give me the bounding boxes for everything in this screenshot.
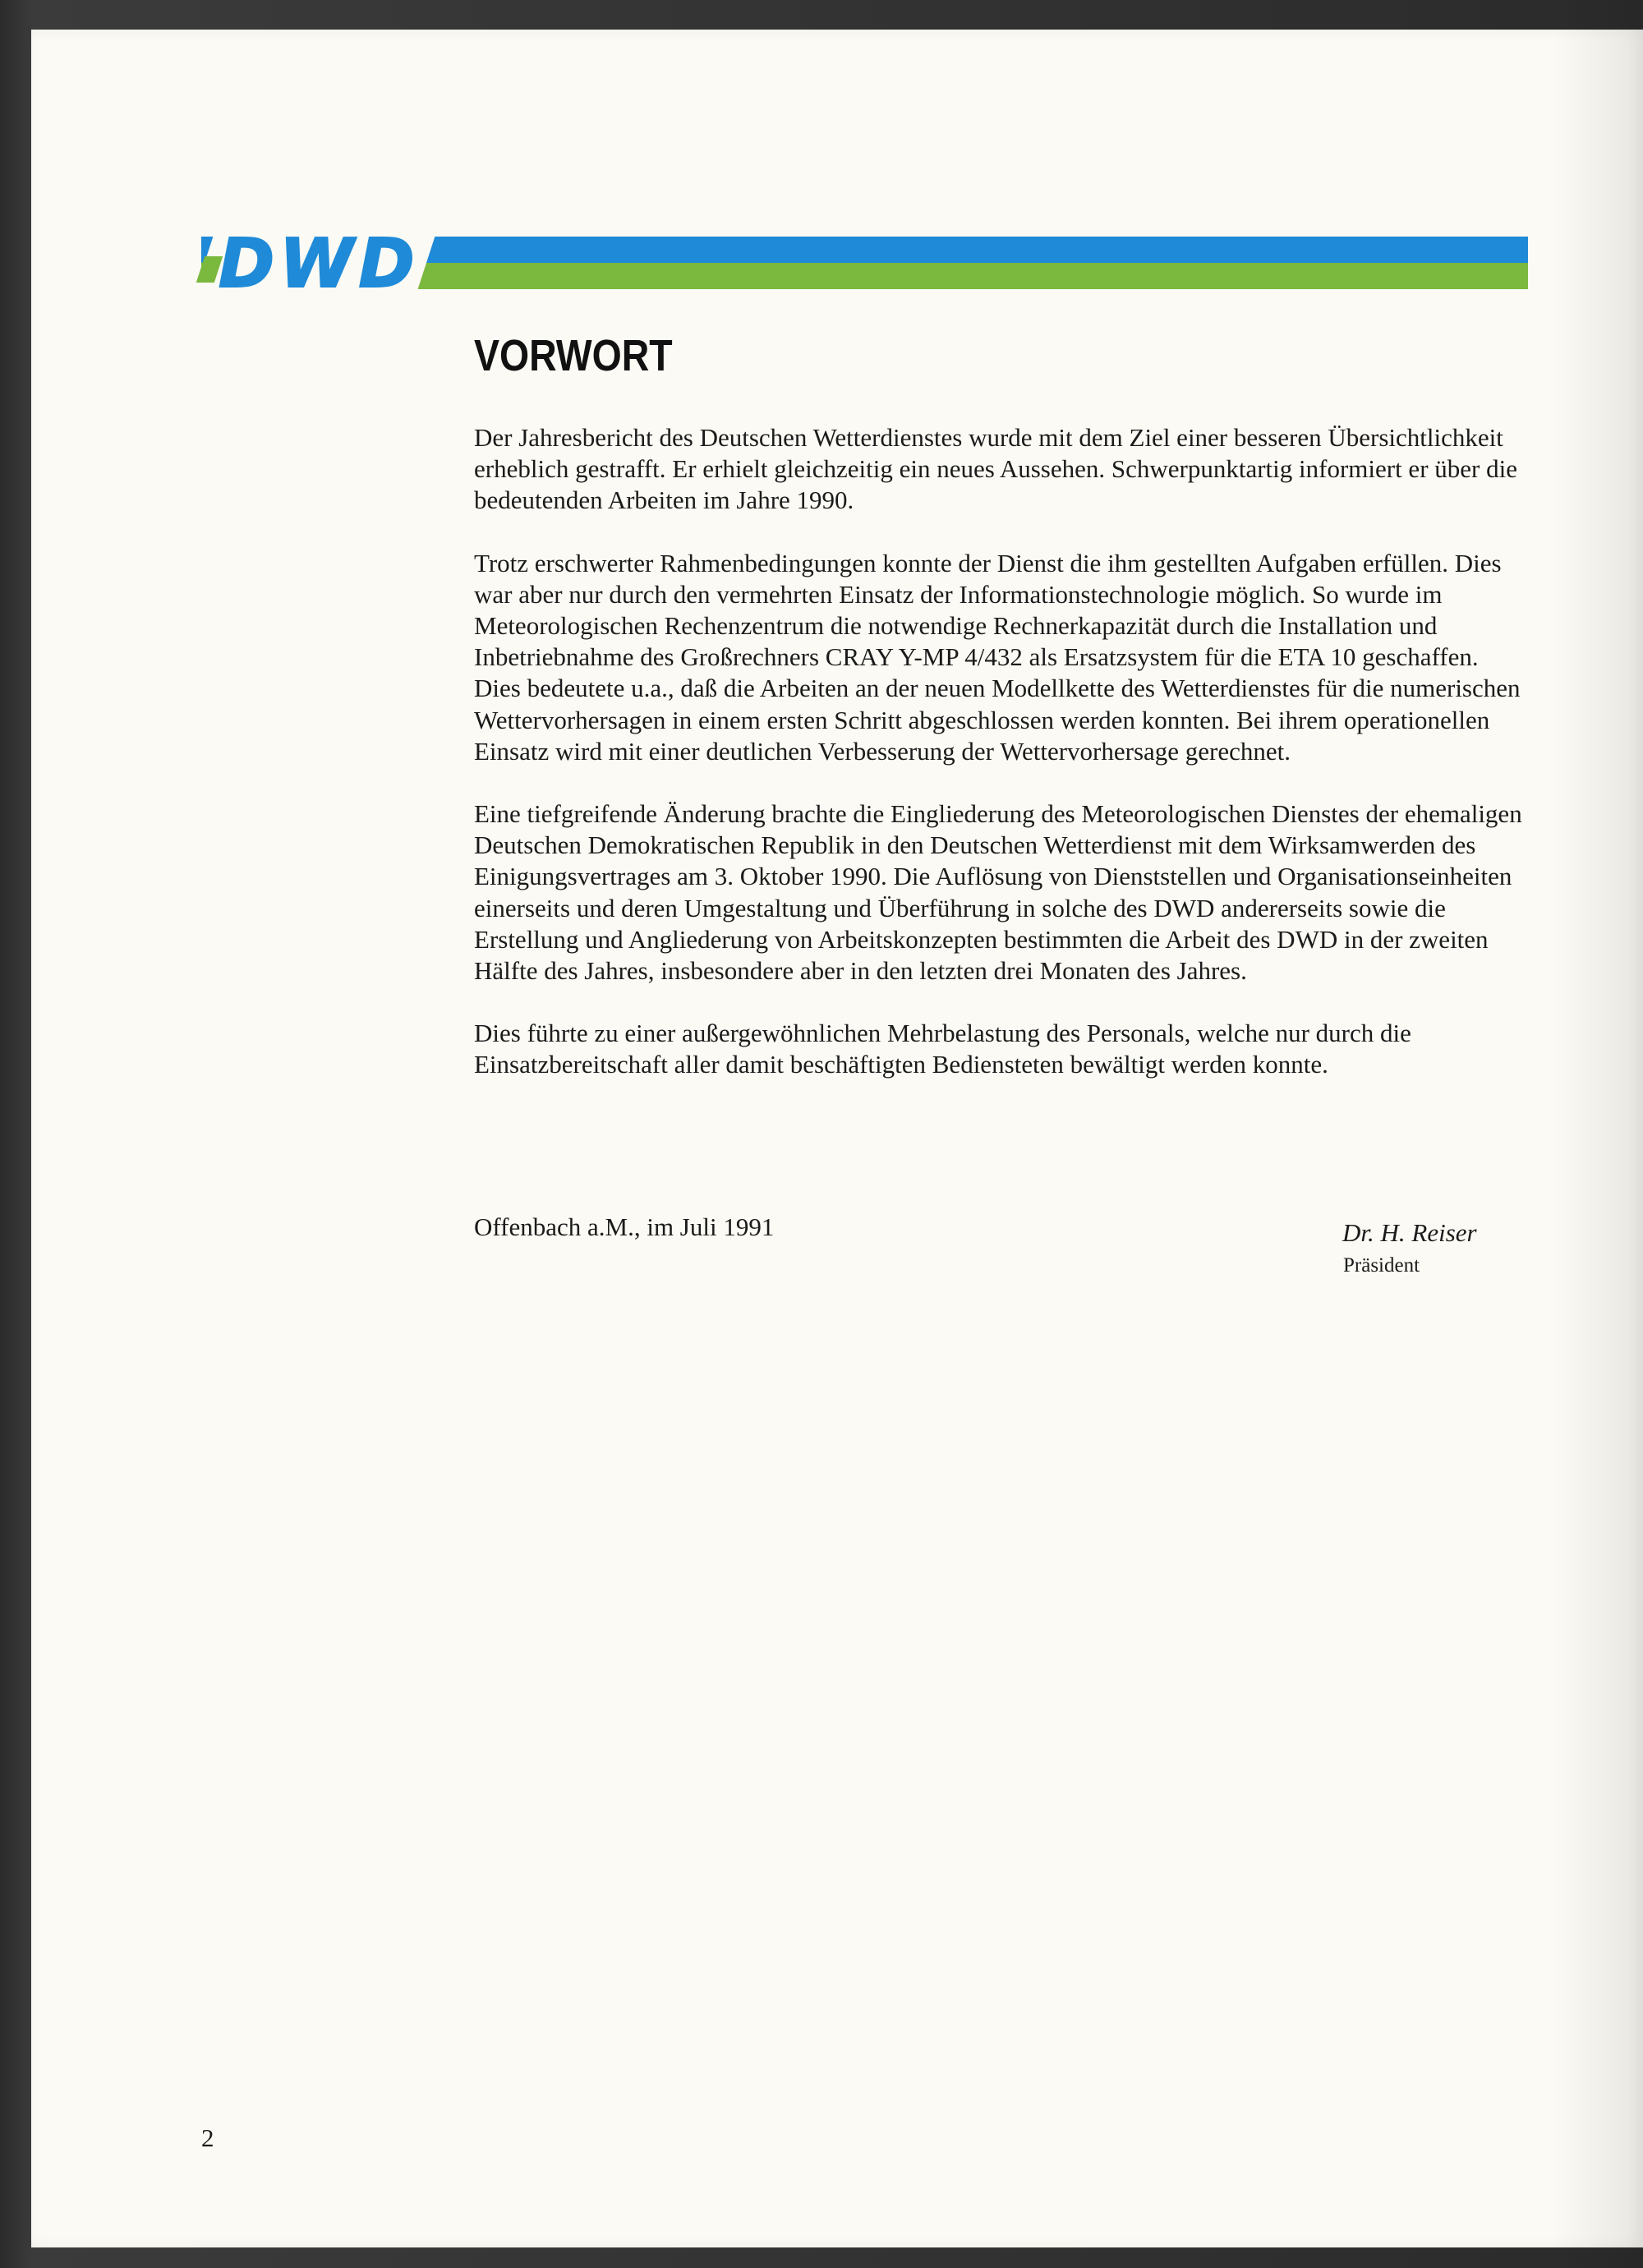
page-edge-shadow (1553, 0, 1643, 2268)
signatory-role: Präsident (1343, 1254, 1420, 1277)
document-body (474, 422, 1530, 1112)
paragraph-2: Trotz erschwerter Rahmenbedingungen konnte der Dienst die ihm gestellten Aufgaben erfüllen. Dies war aber nur durch den vermehrten Einsatz der Informationstechnologie möglich. So wurde im Meteorologischen Rechenzentrum die notwendige Rechnerkapazität durch die Installation und Inbetriebnahme des Großrechners CRAY Y-MP 4/432 als Ersatzsystem für die ETA 10 geschaffen. Dies bedeutete u.a., daß die Arbeiten an der neuen Modellkette des Wetterdienstes für die numerischen Wettervorhersagen in einem ersten Schritt abgeschlossen werden konnten. Bei ihrem operationellen Einsatz wird mit einer deutlichen Verbesserung der Wettervorhersage gerechnet. (474, 548, 1521, 766)
place-date: Offenbach a.M., im Juli 1991 (474, 1212, 775, 1241)
paragraph-3: Eine tiefgreifende Änderung brachte die Eingliederung des Meteorologischen Dienstes der ehemaligen Deutschen Demokratischen Republik in den Deutschen Wetterdienst mit dem Wirksamwerden des Einigungsvertrages am 3. Oktober 1990. Die Auflösung von Dienststellen und Organisationseinheiten einerseits und deren Umgestaltung und Überführung in solche des DWD andererseits sowie die Erstellung und Angliederung von Arbeitskonzepten bestimmten die Arbeit des DWD in der zweiten Hälfte des Jahres, insbesondere aber in den letzten drei Monaten des Jahres. (474, 799, 1522, 986)
logo-text: DWD (219, 225, 420, 303)
page-number: 2 (201, 2123, 214, 2152)
paragraph-1: Der Jahresbericht des Deutschen Wetterdienstes wurde mit dem Ziel einer besseren Übersichtlichkeit erheblich gestrafft. Er erhielt gleichzeitig ein neues Aussehen. Schwerpunktartig informiert er über die bedeutenden Arbeiten im Jahre 1990. (474, 423, 1517, 515)
paragraph-4: Dies führte zu einer außergewöhnlichen Mehrbelastung des Personals, welche nur durch die Einsatzbereitschaft aller damit beschäftigten Bediensteten bewältigt werden konnte. (474, 1019, 1411, 1079)
document-page (31, 30, 1643, 2247)
signatory-name: Dr. H. Reiser (1342, 1218, 1477, 1247)
page-title: VORWORT (474, 331, 673, 380)
